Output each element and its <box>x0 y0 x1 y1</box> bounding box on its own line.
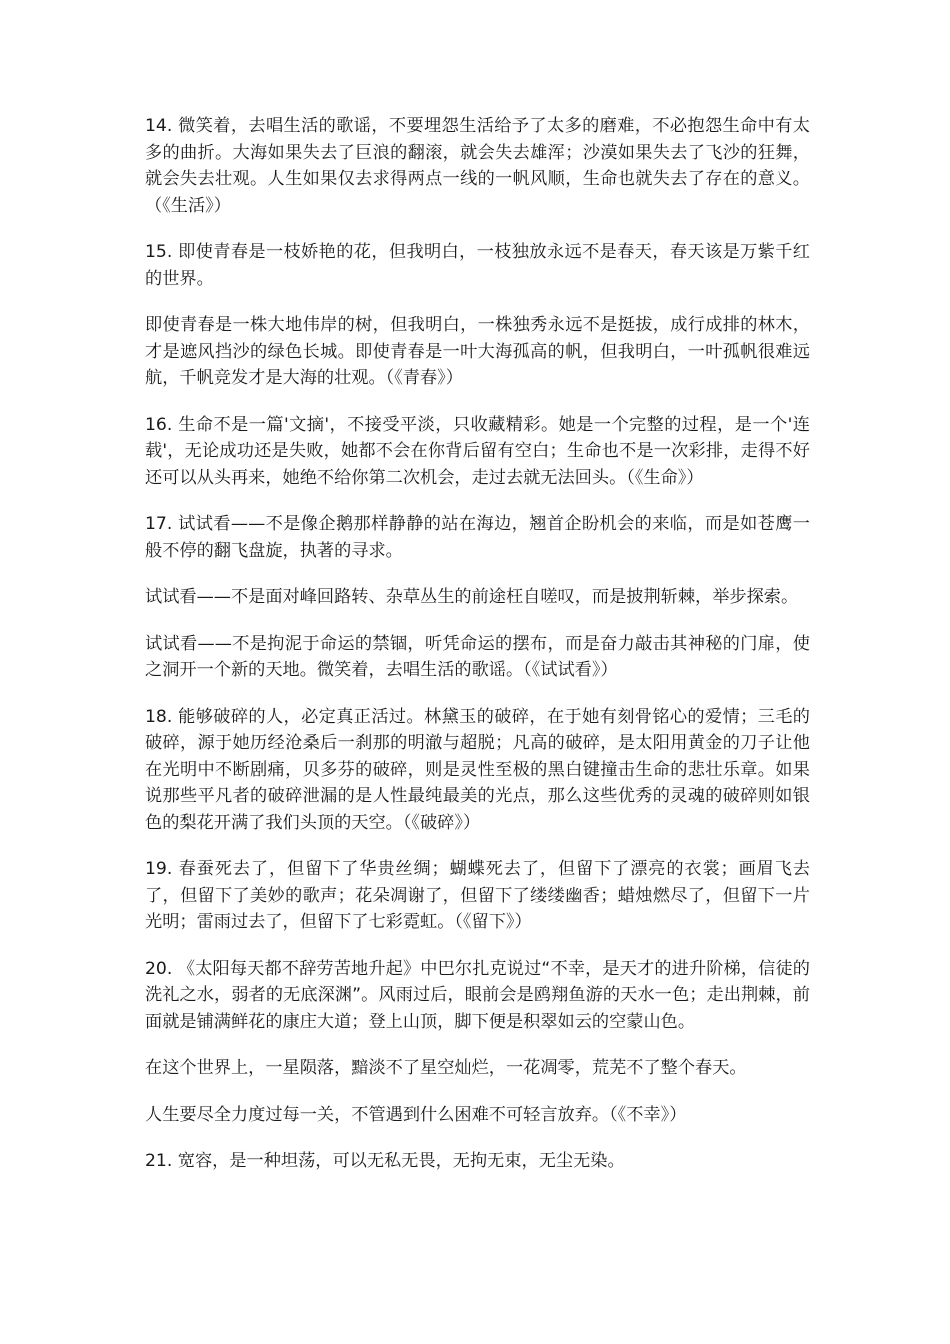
paragraph-18: 18. 能够破碎的人，必定真正活过。林黛玉的破碎，在于她有刻骨铭心的爱情；三毛的破碎，源于她历经沧桑后一刹那的明澈与超脱；凡高的破碎，是太阳用黄金的刀子让他在光明中不断剧痛，贝多芬的破碎，则是灵性至极的黑白键撞击生命的悲壮乐章。如果说那些平凡者的破碎泄漏的是人性最纯最美的光点，那么这些优秀的灵魂的破碎则如银色的梨花开满了我们头顶的天空。（《破碎》） <box>145 706 810 833</box>
paragraph-15-cont: 即使青春是一株大地伟岸的树，但我明白，一株独秀永远不是挺拔，成行成排的林木，才是遮风挡沙的绿色长城。即使青春是一叶大海孤高的帆，但我明白，一叶孤帆很难远航，千帆竞发才是大海的壮观。（《青春》） <box>145 315 810 388</box>
paragraph-20-cont-1: 在这个世界上，一星陨落，黯淡不了星空灿烂，一花凋零，荒芜不了整个春天。 <box>145 1058 747 1078</box>
paragraph-17-cont-1: 试试看——不是面对峰回路转、杂草丛生的前途枉自嗟叹，而是披荆斩棘，举步探索。 <box>145 587 799 607</box>
document-page <box>145 113 810 1175</box>
paragraph-16: 16. 生命不是一篇'文摘'，不接受平淡，只收藏精彩。她是一个完整的过程，是一个'连载'，无论成功还是失败，她都不会在你背后留有空白；生命也不是一次彩排，走得不好还可以从头再来，她绝不给你第二次机会，走过去就无法回头。（《生命》） <box>145 414 810 488</box>
paragraph-17-cont-2: 试试看——不是拘泥于命运的禁锢，听凭命运的摆布，而是奋力敲击其神秘的门扉，使之洞开一个新的天地。微笑着，去唱生活的歌谣。（《试试看》） <box>145 633 810 680</box>
paragraph-21: 21. 宽容，是一种坦荡，可以无私无畏，无拘无束，无尘无染。 <box>145 1151 625 1171</box>
paragraph-20: 20. 《太阳每天都不辞劳苦地升起》中巴尔扎克说过“不幸，是天才的进升阶梯，信徒的洗礼之水，弱者的无底深渊”。风雨过后，眼前会是鸥翔鱼游的天水一色；走出荆棘，前面就是铺满鲜花的康庄大道；登上山顶，脚下便是积翠如云的空蒙山色。 <box>145 958 810 1032</box>
paragraph-20-cont-2: 人生要尽全力度过每一关，不管遇到什么困难不可轻言放弃。（《不幸》） <box>145 1104 687 1125</box>
paragraph-15: 15. 即使青春是一枝娇艳的花，但我明白，一枝独放永远不是春天，春天该是万紫千红的世界。 <box>145 242 810 289</box>
paragraph-14: 14. 微笑着，去唱生活的歌谣，不要埋怨生活给予了太多的磨难，不必抱怨生命中有太多的曲折。大海如果失去了巨浪的翻滚，就会失去雄浑；沙漠如果失去了飞沙的狂舞，就会失去壮观。人生如果仅去求得两点一线的一帆风顺，生命也就失去了存在的意义。（《生活》） <box>145 116 810 216</box>
paragraph-19: 19. 春蚕死去了，但留下了华贵丝绸；蝴蝶死去了，但留下了漂亮的衣裳；画眉飞去了，但留下了美妙的歌声；花朵凋谢了，但留下了缕缕幽香；蜡烛燃尽了，但留下一片光明；雷雨过去了，但留下了七彩霓虹。（《留下》） <box>145 859 810 932</box>
paragraph-17: 17. 试试看——不是像企鹅那样静静的站在海边，翘首企盼机会的来临，而是如苍鹰一般不停的翻飞盘旋，执著的寻求。 <box>145 514 810 561</box>
